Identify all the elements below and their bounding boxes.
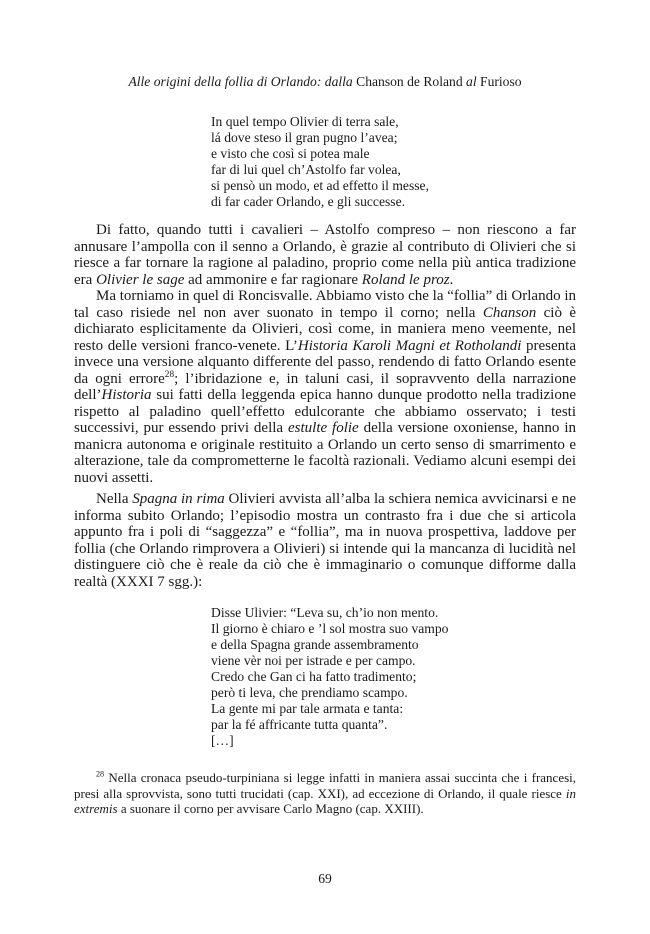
running-head-furioso: Furioso [480, 74, 522, 89]
paragraph-3: Nella Spagna in rima Olivieri avvista all’alba la schiera nemica avvicinarsi e ne informa subito Orlando; l’episodio mostra un contrasto fra i due che si articola appunto fra i poli di “saggezza” e “follia”, ma in nuova prospettiva, laddove per follia (che Orlando rimprovera a Olivieri) si intende qui la mancanza di lucidità nel distinguere ciò che è reale da ciò che è immaginario o comunque difforme dalla realtà (XXXI 7 sgg.): [74, 491, 576, 590]
verse-line: però ti leva, che prendiamo scampo. [211, 685, 408, 700]
verse-quotation-1 [211, 114, 429, 210]
verse-line: In quel tempo Olivier di terra sale, [211, 114, 399, 129]
body-text-block-1 [74, 222, 576, 486]
verse-line: di far cader Orlando, e gli successe. [211, 194, 406, 209]
verse-line: lá dove steso il gran pugno l’avea; [211, 130, 398, 145]
footnote-number: 28 [96, 769, 105, 779]
verse-line: si pensò un modo, et ad effetto il messe, [211, 178, 429, 193]
verse-ellipsis: […] [211, 733, 234, 748]
running-head-title: Alle origini della follia di Orlando: dalla [128, 74, 353, 89]
footnote-reference: 28 [164, 369, 175, 380]
verse-line: par la fé affricante tutta quanta”. [211, 717, 388, 732]
verse-line: La gente mi par tale armata e tanta: [211, 701, 404, 716]
paragraph-1: Di fatto, quando tutti i cavalieri – Astolfo compreso – non riescono a far annusare l’ampolla con il senno a Orlando, è grazie al contributo di Olivieri che si riesce a far tornare la ragione al paladino, proprio come nella più antica tradizione era Olivier le sage ad ammonire e far ragionare Roland le proz. [74, 222, 576, 288]
verse-line: e della Spagna grande assembramento [211, 637, 419, 652]
running-head-chanson: Chanson de Roland [356, 74, 463, 89]
body-text-block-2 [74, 491, 576, 590]
running-head [74, 74, 576, 90]
footnote-28: $^{28}$ Nella cronaca pseudo-turpiniana si legge infatti in maniera assai succinta che i francesi, presi alla sprovvista, sono tutti trucidati (cap. XXI), ad eccezione di Orlando, il quale riesce in extremis a suonare il corno per avvisare Carlo Magno (cap. XXIII). [74, 769, 577, 816]
running-head-al: al [466, 74, 477, 89]
verse-quotation-2 [211, 605, 448, 749]
verse-line: viene vèr noi per istrade e per campo. [211, 653, 416, 668]
verse-line: far di lui quel ch’Astolfo far volea, [211, 162, 401, 177]
verse-line: Disse Ulivier: “Leva su, ch’io non mento. [211, 605, 439, 620]
verse-line: Credo che Gan ci ha fatto tradimento; [211, 669, 417, 684]
verse-line: e visto che così si potea male [211, 146, 370, 161]
page-number: 69 [318, 871, 332, 886]
paragraph-2: Ma torniamo in quel di Roncisvalle. Abbiamo visto che la “follia” di Orlando in tal caso risiede nel non aver suonato in tempo il corno; nella Chanson ciò è dichiarato esplicitamente da Olivieri, così come, in maniera meno veemente, nel resto delle versioni franco-venete. L’Historia Karoli Magni et Rotholandi presenta invece una versione alquanto differente del passo, rendendo di fatto Orlando esente da ogni errore$^{28}$; l’ibridazione e, in taluni casi, il sopravvento della narrazione dell’Historia sui fatti della leggenda epica hanno dunque prodotto nella tradizione rispetto al paladino quell’effetto edulcorante che abbiamo osservato; i testi successivi, pur essendo privi della estulte folie della versione oxoniense, hanno in manicra autonoma e originale restituito a Orlando un certo senso di smarrimento e alterazione, tale da comprometterne le facoltà razionali. Vediamo alcuni esempi dei nuovi assetti. [74, 288, 577, 486]
verse-line: Il giorno è chiaro e ’l sol mostra suo vampo [211, 621, 449, 636]
footnote [74, 770, 576, 817]
